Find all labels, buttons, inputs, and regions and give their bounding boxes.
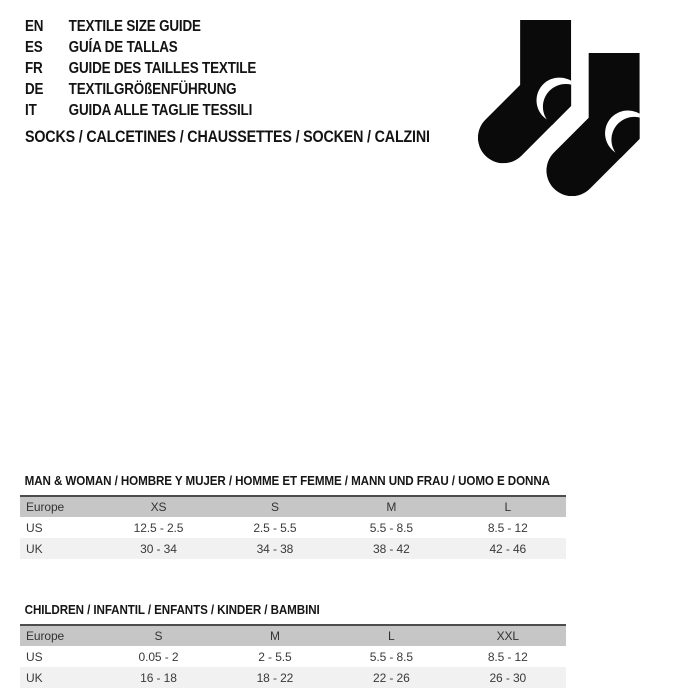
size-table [20, 624, 566, 688]
size-cell: 8.5 - 12 [487, 649, 528, 664]
column-header: Europe [26, 629, 65, 643]
size-cell: 12.5 - 2.5 [133, 520, 184, 535]
size-table-man-woman [20, 474, 566, 559]
column-header: L [388, 629, 395, 643]
size-cell: 5.5 - 8.5 [369, 520, 413, 535]
size-cell: 16 - 18 [140, 670, 177, 685]
row-label: US [26, 649, 43, 664]
size-cell: 42 - 46 [489, 541, 527, 556]
language-row-en [25, 16, 256, 37]
size-cell: 38 - 42 [373, 541, 410, 556]
column-header: M [386, 500, 397, 514]
language-code: EN [25, 18, 44, 35]
table-title: MAN & WOMAN / HOMBRE Y MUJER / HOMME ET FEMME / MANN UND FRAU / UOMO E DONNA [24, 474, 550, 488]
size-table-children [20, 603, 566, 688]
column-header: M [269, 629, 280, 643]
size-cell: 22 - 26 [373, 670, 410, 685]
table-row [20, 646, 566, 667]
language-row-fr [25, 58, 256, 79]
language-row-de [25, 79, 256, 100]
language-row-it [25, 100, 256, 121]
row-label: UK [26, 541, 43, 556]
language-label: GUIDA ALLE TAGLIE TESSILI [68, 102, 253, 119]
column-header: Europe [26, 500, 65, 514]
table-header-row [20, 496, 566, 517]
table-row [20, 538, 566, 559]
table-row [20, 517, 566, 538]
language-code: ES [25, 39, 43, 56]
size-cell: 34 - 38 [256, 541, 294, 556]
table-title: CHILDREN / INFANTIL / ENFANTS / KINDER / BAMBINI [24, 603, 320, 617]
column-header: S [270, 500, 279, 514]
socks-icon [477, 20, 660, 200]
size-cell: 5.5 - 8.5 [369, 649, 413, 664]
language-list [25, 16, 256, 121]
column-header: L [504, 500, 512, 514]
language-row-es [25, 37, 256, 58]
language-code: FR [25, 60, 43, 77]
size-table [20, 495, 566, 559]
language-label: GUÍA DE TALLAS [68, 39, 178, 56]
language-label: TEXTILE SIZE GUIDE [68, 18, 201, 35]
size-cell: 18 - 22 [256, 670, 294, 685]
table-header-row [20, 625, 566, 646]
size-cell: 26 - 30 [489, 670, 527, 685]
column-header: S [154, 629, 163, 643]
column-header: XS [150, 500, 167, 514]
size-cell: 2 - 5.5 [258, 649, 292, 664]
size-cell: 30 - 34 [140, 541, 177, 556]
table-row [20, 667, 566, 688]
column-header: XXL [496, 629, 519, 643]
language-code: IT [25, 102, 37, 119]
language-code: DE [25, 81, 44, 98]
row-label: UK [26, 670, 43, 685]
category-line: SOCKS / CALCETINES / CHAUSSETTES / SOCKEN / CALZINI [25, 127, 430, 146]
language-label: GUIDE DES TAILLES TEXTILE [68, 60, 257, 77]
language-label: TEXTILGRÖßENFÜHRUNG [68, 81, 237, 98]
size-cell: 2.5 - 5.5 [253, 520, 297, 535]
row-label: US [26, 520, 43, 535]
size-cell: 0.05 - 2 [138, 649, 179, 664]
size-cell: 8.5 - 12 [487, 520, 528, 535]
